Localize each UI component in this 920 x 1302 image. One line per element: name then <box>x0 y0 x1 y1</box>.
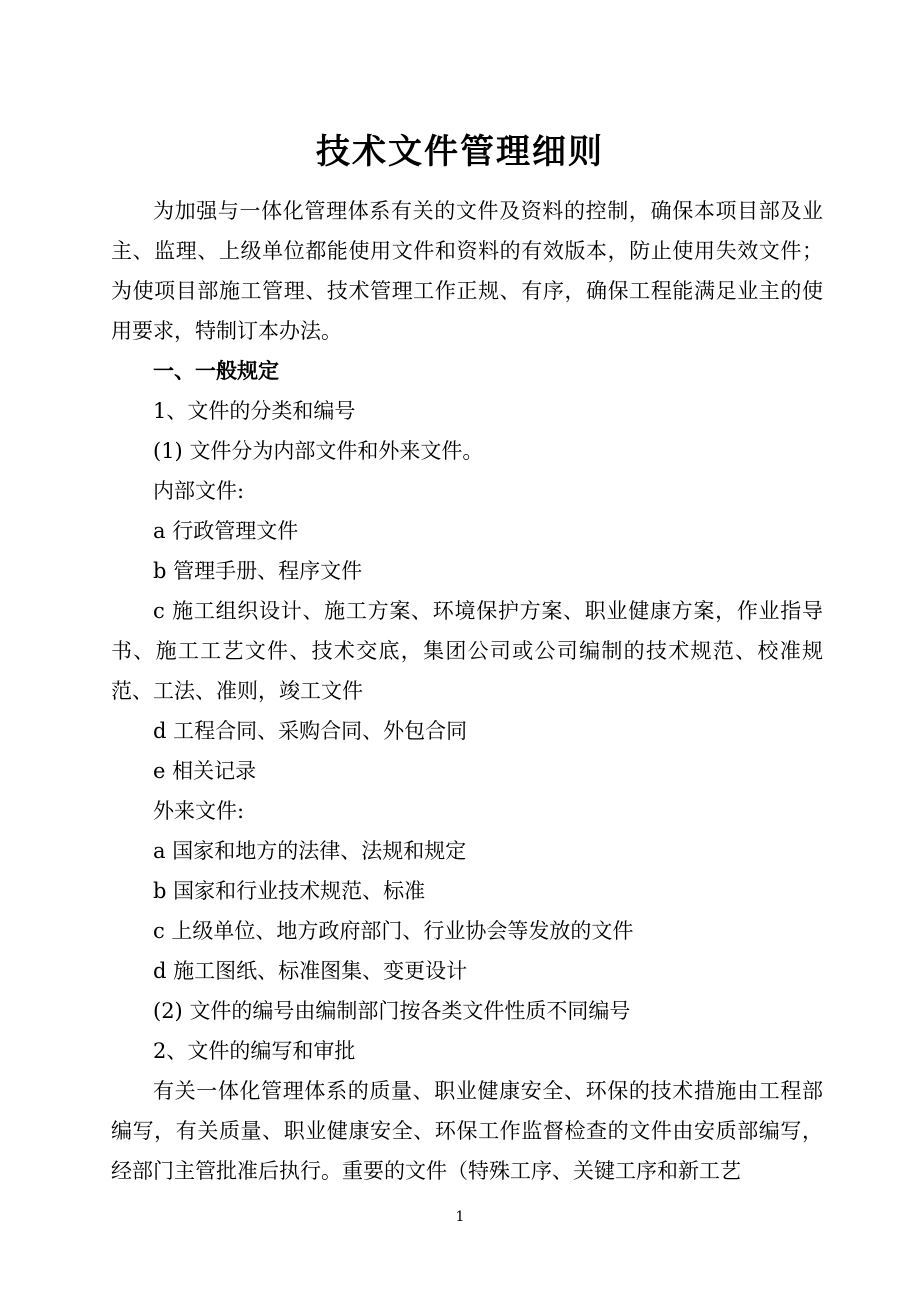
list-item: (1) 文件分为内部文件和外来文件。 <box>153 439 484 463</box>
list-item: b 管理手册、程序文件 <box>153 559 363 583</box>
intro-paragraph: 为加强与一体化管理体系有关的文件及资料的控制，确保本项目部及业主、监理、上级单位都能使用文件和资料的有效版本，防止使用失效文件；为使项目部施工管理、技术管理工作正规、有序，确保工程能满足业主的使用要求，特制订本办法。 <box>111 199 823 343</box>
list-item: a 国家和地方的法律、法规和规定 <box>153 839 467 863</box>
page-number: 1 <box>455 1209 465 1225</box>
document-body <box>111 191 823 1191</box>
subsection-heading-classification: 1、文件的分类和编号 <box>153 399 356 423</box>
list-item: b 国家和行业技术规范、标准 <box>153 879 426 903</box>
list-label-internal-documents: 内部文件: <box>153 479 245 503</box>
list-item: c 上级单位、地方政府部门、行业协会等发放的文件 <box>153 919 634 943</box>
body-paragraph: 有关一体化管理体系的质量、职业健康安全、环保的技术措施由工程部编写，有关质量、职业健康安全、环保工作监督检查的文件由安质部编写，经部门主管批准后执行。重要的文件（特殊工序、关键工序和新工艺 <box>111 1079 823 1183</box>
list-item: a 行政管理文件 <box>153 519 299 543</box>
document-title: 技术文件管理细则 <box>316 132 604 172</box>
list-item: (2) 文件的编号由编制部门按各类文件性质不同编号 <box>153 999 631 1023</box>
subsection-heading-writing-approval: 2、文件的编写和审批 <box>153 1039 356 1063</box>
list-label-external-documents: 外来文件: <box>153 799 245 823</box>
list-item: e 相关记录 <box>153 759 257 783</box>
list-item: c 施工组织设计、施工方案、环境保护方案、职业健康方案，作业指导书、施工工艺文件、技术交底，集团公司或公司编制的技术规范、校准规范、工法、准则，竣工文件 <box>111 599 823 703</box>
list-item: d 工程合同、采购合同、外包合同 <box>153 719 468 743</box>
list-item: d 施工图纸、标准图集、变更设计 <box>153 959 468 983</box>
section-heading-general-provisions: 一、一般规定 <box>153 358 279 383</box>
